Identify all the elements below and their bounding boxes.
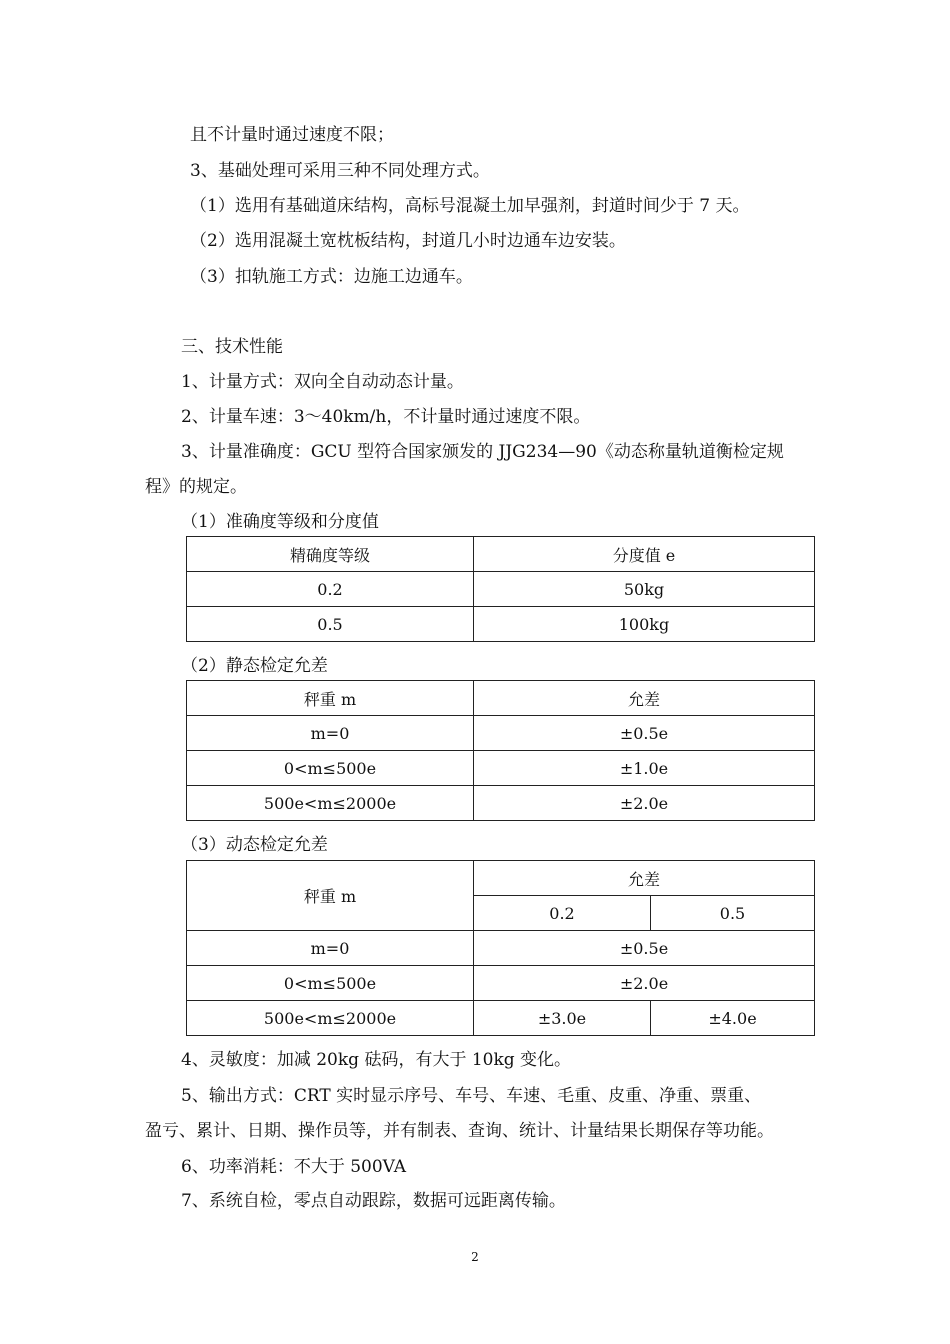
table-cell: ±0.5e <box>474 716 815 751</box>
table-cell: 0<m≤500e <box>187 966 474 1001</box>
table-row <box>187 572 815 607</box>
table-cell: 0.2 <box>187 572 474 607</box>
table-cell: ±4.0e <box>651 1001 815 1036</box>
table-cell: 500e<m≤2000e <box>187 786 474 821</box>
table-header-cell: 允差 <box>474 681 815 716</box>
table-row <box>187 931 815 966</box>
accuracy-table <box>186 536 815 642</box>
table-cell: ±1.0e <box>474 751 815 786</box>
perf-item-7: 7、系统自检，零点自动跟踪，数据可远距离传输。 <box>181 1191 566 1211</box>
perf-item-5-line2: 盈亏、累计、日期、操作员等，并有制表、查询、统计、计量结果长期保存等功能。 <box>145 1121 774 1141</box>
table-cell: 0<m≤500e <box>187 751 474 786</box>
table3-caption: （3）动态检定允差 <box>181 835 328 855</box>
perf-item-2: 2、计量车速：3～40km/h，不计量时通过速度不限。 <box>181 407 591 427</box>
table-header-cell: 分度值 e <box>474 537 815 572</box>
table-header-cell: 允差 <box>474 861 815 896</box>
text-sub-1: （1）选用有基础道床结构，高标号混凝土加早强剂，封道时间少于 7 天。 <box>190 196 750 216</box>
table-cell: m=0 <box>187 716 474 751</box>
table2-caption: （2）静态检定允差 <box>181 656 328 676</box>
section-heading-3: 三、技术性能 <box>181 337 283 357</box>
dynamic-tolerance-table <box>186 860 815 1036</box>
table-cell: 100kg <box>474 607 815 642</box>
table-subheader-cell: 0.2 <box>474 896 651 931</box>
page-number: 2 <box>471 1250 479 1264</box>
static-tolerance-table <box>186 680 815 821</box>
table-cell: ±0.5e <box>474 931 815 966</box>
table-cell: ±2.0e <box>474 966 815 1001</box>
table-row <box>187 786 815 821</box>
perf-item-1: 1、计量方式：双向全自动动态计量。 <box>181 372 464 392</box>
table1-caption: （1）准确度等级和分度值 <box>181 512 379 532</box>
table-row <box>187 751 815 786</box>
table-row <box>187 607 815 642</box>
table-row <box>187 861 815 896</box>
perf-item-3-line2: 程》的规定。 <box>145 477 247 497</box>
table-cell: ±2.0e <box>474 786 815 821</box>
table-cell: ±3.0e <box>474 1001 651 1036</box>
table-header-cell: 秤重 m <box>187 861 474 931</box>
table-cell: 0.5 <box>187 607 474 642</box>
text-sub-2: （2）选用混凝土宽枕板结构，封道几小时边通车边安装。 <box>190 231 626 251</box>
perf-item-6: 6、功率消耗：不大于 500VA <box>181 1157 407 1177</box>
table-subheader-cell: 0.5 <box>651 896 815 931</box>
text-line-1: 且不计量时通过速度不限； <box>190 125 394 145</box>
table-row <box>187 537 815 572</box>
table-cell: 500e<m≤2000e <box>187 1001 474 1036</box>
table-cell: m=0 <box>187 931 474 966</box>
perf-item-5-line1: 5、输出方式：CRT 实时显示序号、车号、车速、毛重、皮重、净重、票重、 <box>181 1086 762 1106</box>
table-row <box>187 966 815 1001</box>
text-item-3-foundation: 3、基础处理可采用三种不同处理方式。 <box>190 161 490 181</box>
table-header-cell: 精确度等级 <box>187 537 474 572</box>
text-sub-3: （3）扣轨施工方式：边施工边通车。 <box>190 267 473 287</box>
table-cell: 50kg <box>474 572 815 607</box>
table-row <box>187 1001 815 1036</box>
table-row <box>187 681 815 716</box>
perf-item-4: 4、灵敏度：加减 20kg 砝码，有大于 10kg 变化。 <box>181 1050 572 1070</box>
table-row <box>187 716 815 751</box>
table-header-cell: 秤重 m <box>187 681 474 716</box>
perf-item-3-line1: 3、计量准确度：GCU 型符合国家颁发的 JJG234—90《动态称量轨道衡检定规 <box>181 442 784 462</box>
